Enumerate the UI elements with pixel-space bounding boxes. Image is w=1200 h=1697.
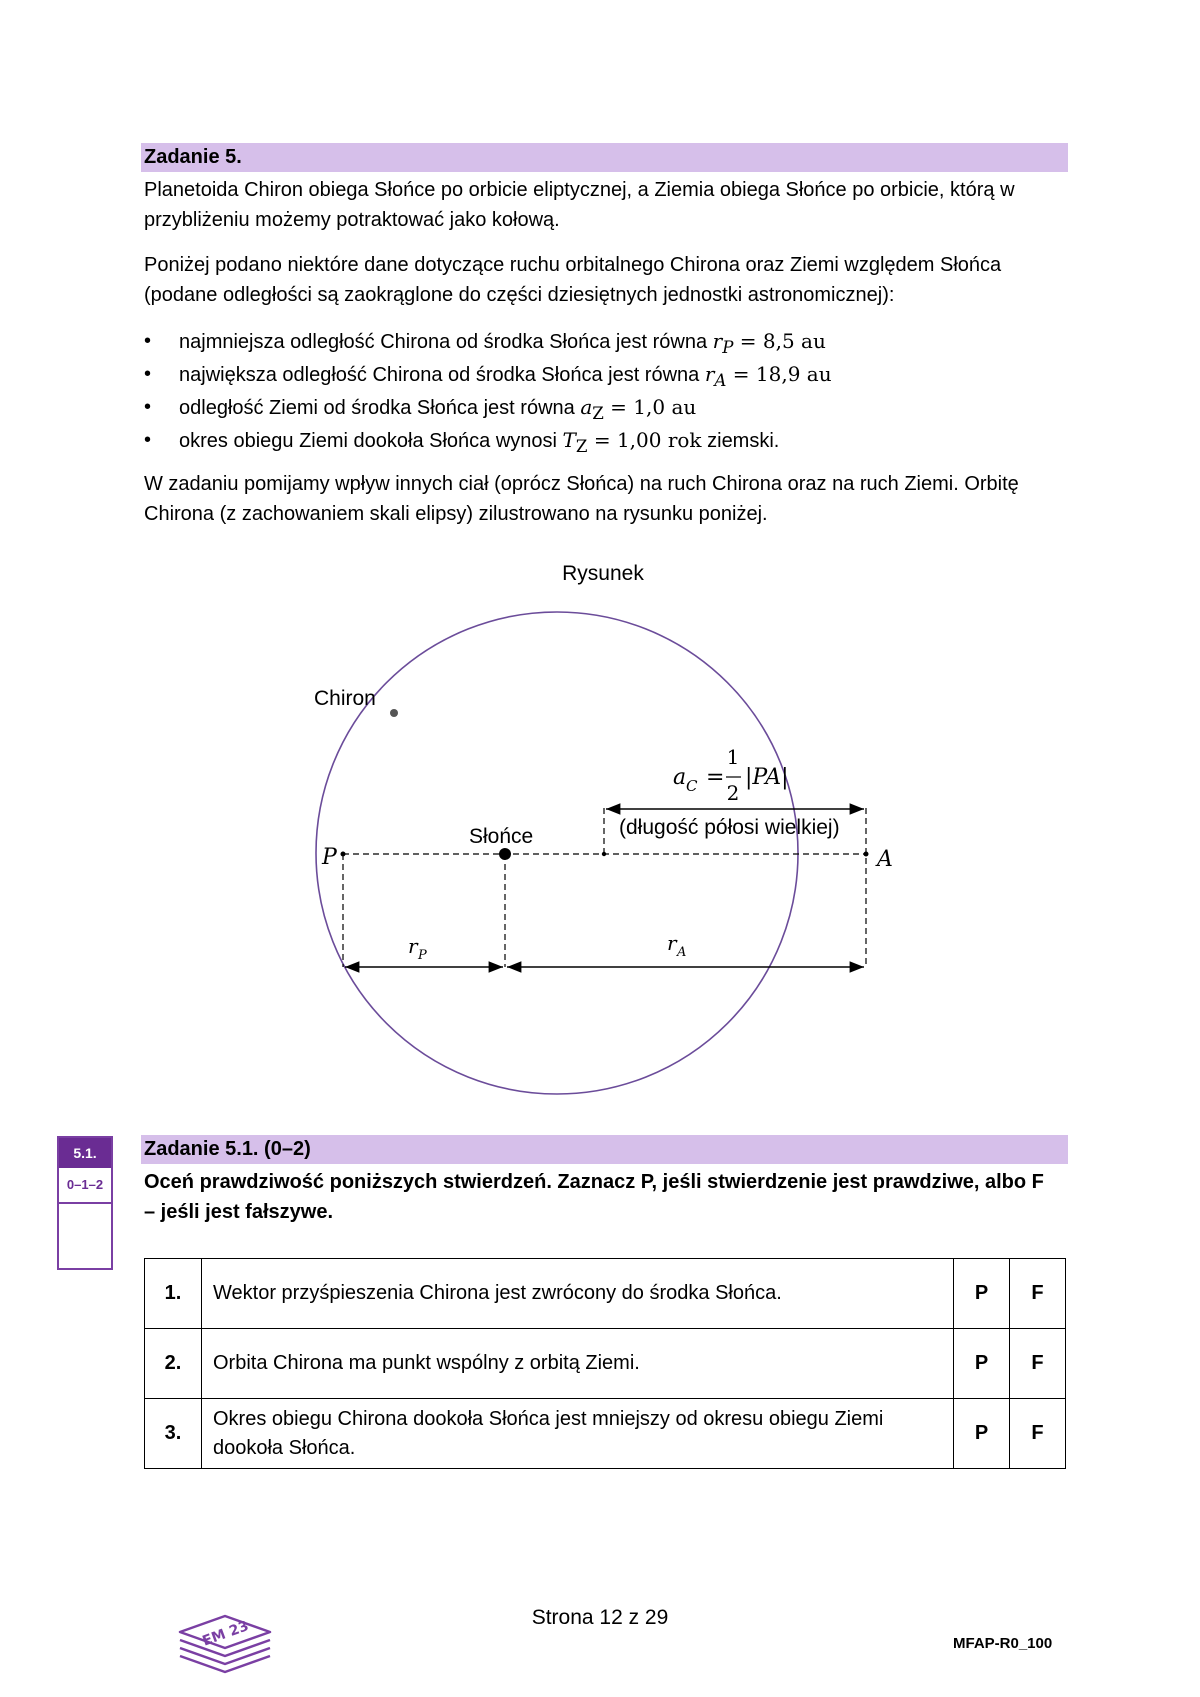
value: = 18,9 au bbox=[726, 362, 832, 386]
symbol-sub: Z bbox=[575, 437, 588, 456]
ra-subscript: A bbox=[677, 945, 687, 960]
bullet-text: okres obiegu Ziemi dookoła Słońca wynosi bbox=[179, 430, 563, 452]
ac-denominator: 2 bbox=[726, 781, 740, 805]
suffix: ziemski. bbox=[701, 430, 780, 452]
option-f[interactable]: F bbox=[1010, 1329, 1066, 1399]
ac-symbol: a bbox=[673, 765, 687, 790]
score-box bbox=[57, 1136, 113, 1270]
value: = 8,5 au bbox=[733, 329, 826, 353]
subtask-title: Zadanie 5.1. (0–2) bbox=[141, 1135, 1068, 1164]
exam-code: MFAP-R0_100 bbox=[953, 1635, 1053, 1652]
option-f[interactable]: F bbox=[1010, 1399, 1066, 1469]
figure-title: Rysunek bbox=[562, 562, 644, 585]
bullet-icon: • bbox=[144, 363, 152, 385]
page-number: Strona 12 z 29 bbox=[531, 1606, 669, 1629]
ac-equals: = bbox=[706, 765, 725, 790]
ac-rhs: |PA| bbox=[745, 765, 789, 790]
task-intro: Planetoida Chiron obiega Słońce po orbicie eliptycznej, a Ziemia obiega Słońce po orbicie, którą w przybliżeniu możemy potraktować jako kołową. bbox=[144, 179, 1015, 231]
option-p[interactable]: P bbox=[954, 1259, 1010, 1329]
sun-label: Słońce bbox=[469, 825, 534, 848]
bullet-icon: • bbox=[144, 330, 152, 352]
statement-number: 3. bbox=[145, 1399, 202, 1469]
statement-text: Wektor przyśpieszenia Chirona jest zwrócony do środka Słońca. bbox=[202, 1259, 954, 1329]
p-point bbox=[341, 852, 346, 857]
symbol-sub: P bbox=[722, 338, 734, 357]
rp-symbol: r bbox=[408, 934, 418, 958]
symbol: a bbox=[580, 395, 593, 419]
ac-numerator: 1 bbox=[726, 745, 740, 769]
ac-formula bbox=[673, 745, 789, 805]
sun-point bbox=[499, 848, 511, 860]
ra-symbol: r bbox=[667, 931, 677, 955]
task-title: Zadanie 5. bbox=[141, 143, 1068, 172]
bullet-text: odległość Ziemi od środka Słońca jest równa bbox=[179, 397, 581, 419]
logo-text: EM 23 bbox=[200, 1618, 251, 1650]
subtask-badge: 5.1. bbox=[59, 1138, 111, 1168]
rp-subscript: P bbox=[418, 948, 427, 963]
symbol-sub: A bbox=[714, 371, 727, 390]
center-point bbox=[602, 852, 606, 856]
ac-subscript: C bbox=[686, 777, 698, 795]
symbol: T bbox=[562, 428, 576, 452]
chiron-label: Chiron bbox=[314, 687, 376, 710]
chiron-point bbox=[390, 709, 398, 717]
orbit-figure bbox=[0, 540, 1200, 1110]
symbol: r bbox=[704, 362, 715, 386]
statement-text: Okres obiegu Chirona dookoła Słońca jest mniejszy od okresu obiegu Ziemi dookoła Słońca. bbox=[202, 1399, 954, 1469]
task-data-intro: Poniżej podano niektóre dane dotyczące ruchu orbitalnego Chirona oraz Ziemi względem Słońca (podane odległości są zaokrąglone do części dziesiętnych jednostki astronomicznej): bbox=[144, 254, 1002, 306]
option-p[interactable]: P bbox=[954, 1399, 1010, 1469]
value: = 1,0 au bbox=[603, 395, 697, 419]
semi-major-note: (długość półosi wielkiej) bbox=[619, 816, 840, 839]
chiron-orbit bbox=[316, 612, 798, 1094]
statement-text: Orbita Chirona ma punkt wspólny z orbitą Ziemi. bbox=[202, 1329, 954, 1399]
statement-number: 2. bbox=[145, 1329, 202, 1399]
bullet-text: największa odległość Chirona od środka Słońca jest równa bbox=[179, 364, 705, 386]
symbol-sub: Z bbox=[592, 404, 604, 423]
table-row bbox=[145, 1399, 1066, 1469]
true-false-table bbox=[144, 1258, 1066, 1469]
value: = 1,00 rok bbox=[587, 428, 702, 452]
subtask-instruction: Oceń prawdziwość poniższych stwierdzeń. Zaznacz P, jeśli stwierdzenie jest prawdziwe, albo F – jeśli jest fałszywe. bbox=[144, 1171, 1044, 1223]
option-p[interactable]: P bbox=[954, 1329, 1010, 1399]
table-row bbox=[145, 1259, 1066, 1329]
task-closing: W zadaniu pomijamy wpływ innych ciał (oprócz Słońca) na ruch Chirona oraz na ruch Ziemi. Orbitę Chirona (z zachowaniem skali elipsy) zilustrowano na rysunku poniżej. bbox=[144, 473, 1019, 525]
score-range: 0–1–2 bbox=[59, 1168, 111, 1204]
bullet-text: najmniejsza odległość Chirona od środka Słońca jest równa bbox=[179, 331, 713, 353]
symbol: r bbox=[712, 329, 723, 353]
p-label: P bbox=[322, 845, 337, 870]
bullet-icon: • bbox=[144, 396, 152, 418]
statement-number: 1. bbox=[145, 1259, 202, 1329]
score-entry-field[interactable] bbox=[59, 1204, 111, 1270]
option-f[interactable]: F bbox=[1010, 1259, 1066, 1329]
bullet-icon: • bbox=[144, 429, 152, 451]
table-row bbox=[145, 1329, 1066, 1399]
a-point bbox=[864, 852, 869, 857]
a-label: A bbox=[877, 847, 893, 872]
